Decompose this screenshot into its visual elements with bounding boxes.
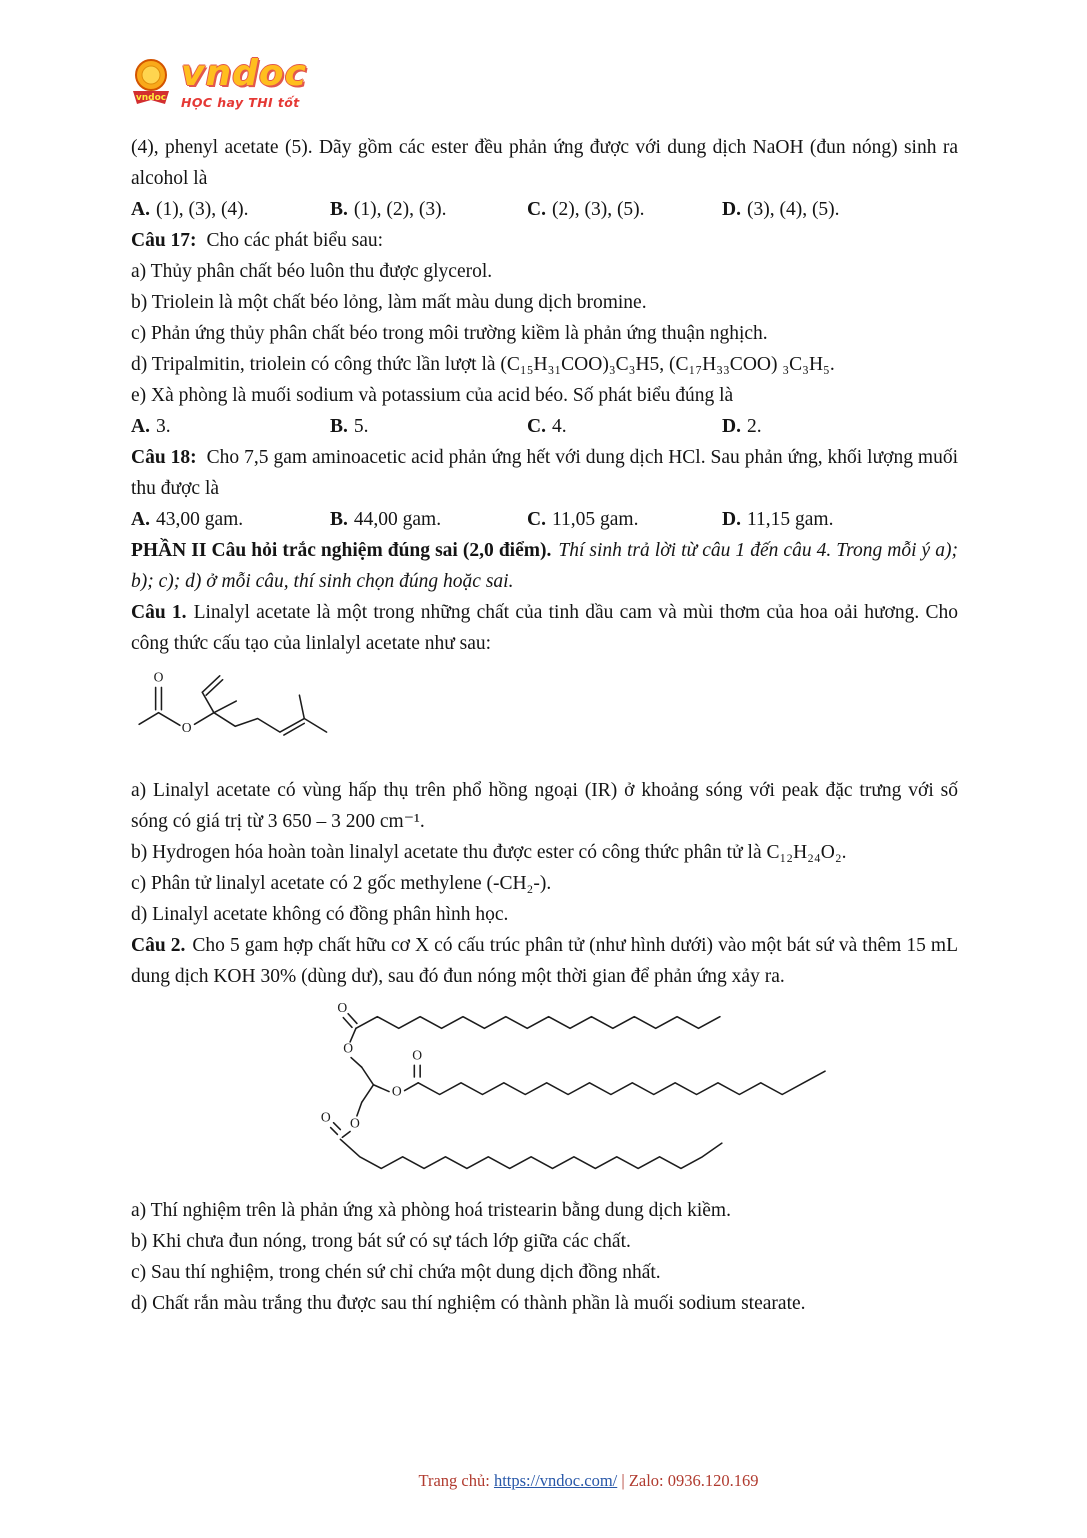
option-a [131, 411, 330, 442]
part2-heading [131, 535, 958, 597]
oxygen-atom-label: O [350, 1115, 360, 1131]
option-b [330, 194, 527, 225]
question-17-stem [131, 225, 958, 256]
option-text: 43,00 gam. [155, 509, 244, 530]
option-label: B. [330, 416, 348, 437]
statement-a: a) Thí nghiệm trên là phản ứng xà phòng hoá tristearin bằng dung dịch kiềm. [131, 1200, 731, 1221]
bond-lines [331, 1014, 825, 1169]
option-text: 11,15 gam. [746, 509, 834, 530]
question-18-stem [131, 442, 958, 504]
question-17-options [131, 411, 958, 442]
cau-1-stem-text: Linalyl acetate là một trong những chất của tinh dầu cam và mùi thơm của hoa oải hương. Cho công thức cấu tạo của linlalyl acetate như sau: [131, 602, 959, 654]
option-b [330, 504, 527, 535]
oxygen-atom-label: O [337, 999, 348, 1015]
option-text: 2. [746, 416, 762, 437]
option-c [527, 504, 722, 535]
statement-a: a) Linalyl acetate có vùng hấp thụ trên phổ hồng ngoại (IR) ở khoảng sóng với peak đặc trưng với số sóng có giá trị từ 3 650 – 3 200 cm⁻¹. [131, 780, 958, 832]
cau-2-stem-text: Cho 5 gam hợp chất hữu cơ X có cấu trúc phân tử (như hình dưới) vào một bát sứ và thêm 15 mL dung dịch KOH 30% (dùng dư), sau đó đun nóng một thời gian để phản ứng xảy ra. [131, 935, 958, 987]
option-label: A. [131, 509, 150, 530]
bond-lines [139, 676, 326, 735]
option-text: 3. [155, 416, 171, 437]
statement-c: c) Phân tử linalyl acetate có 2 gốc methylene (-CH₂-). [131, 873, 552, 894]
cau-1-stem [131, 597, 958, 659]
option-text: 4. [551, 416, 567, 437]
option-label: A. [131, 199, 150, 220]
tristearin-structure [317, 997, 862, 1192]
cau-1-label: Câu 1. [131, 602, 187, 623]
statement-e: e) Xà phòng là muối sodium và potassium của acid béo. Số phát biểu đúng là [131, 385, 734, 406]
option-text: (1), (3), (4). [155, 199, 249, 220]
question-18-stem-text: Cho 7,5 gam aminoacetic acid phản ứng hết với dung dịch HCl. Sau phản ứng, khối lượng muối thu được là [131, 447, 958, 499]
footer-zalo-text: | Zalo: 0936.120.169 [617, 1471, 759, 1490]
oxygen-atom-label: O [153, 669, 164, 685]
statement-a: a) Thủy phân chất béo luôn thu được glycerol. [131, 261, 493, 282]
option-b [330, 411, 527, 442]
part2-heading-italic: Thí sinh trả lời từ câu 1 đến câu 4. Trong mỗi ý a); b); c); d) ở mỗi câu, thí sinh chọn đúng hoặc sai. [131, 540, 958, 592]
option-d [722, 194, 958, 225]
option-c [527, 411, 722, 442]
linalyl-acetate-structure [133, 668, 425, 770]
footer-home-link[interactable]: https://vndoc.com/ [493, 1471, 618, 1490]
oxygen-atom-label: O [412, 1047, 423, 1063]
emblem-brand-text: vndoc [135, 93, 167, 103]
page-footer [0, 1471, 1087, 1491]
statement-b: b) Khi chưa đun nóng, trong bát sứ có sự tách lớp giữa các chất. [131, 1231, 631, 1252]
brand-tagline: HỌC hay THI tốt [181, 95, 300, 110]
option-text: (1), (2), (3). [353, 199, 447, 220]
oxygen-atom-label: O [181, 720, 192, 736]
option-d [722, 504, 958, 535]
question-17-stem-text: Cho các phát biểu sau: [206, 230, 384, 251]
option-label: D. [722, 416, 741, 437]
vndoc-emblem-icon [128, 56, 174, 112]
option-label: C. [527, 509, 546, 530]
option-d [722, 411, 958, 442]
option-label: B. [330, 509, 348, 530]
oxygen-atom-label: O [391, 1083, 402, 1099]
option-c [527, 194, 722, 225]
option-label: B. [330, 199, 348, 220]
brand-wordmark: vndoc [181, 53, 307, 94]
cau-2-label: Câu 2. [131, 935, 186, 956]
question-16-options [131, 194, 958, 225]
question-18-label: Câu 18: [131, 447, 197, 468]
oxygen-atom-label: O [343, 1040, 354, 1056]
footer-home-label: Trang chủ: [418, 1471, 494, 1490]
logo-text [181, 53, 307, 110]
statement-d: d) Chất rắn màu trắng thu được sau thí nghiệm có thành phần là muối sodium stearate. [131, 1293, 806, 1314]
option-text: 44,00 gam. [353, 509, 442, 530]
option-label: C. [527, 199, 546, 220]
option-label: D. [722, 199, 741, 220]
question-16-stem: (4), phenyl acetate (5). Dãy gồm các ester đều phản ứng được với dung dịch NaOH (đun nóng) sinh ra alcohol là [131, 137, 958, 189]
oxygen-atom-label: O [320, 1109, 331, 1125]
option-a [131, 504, 330, 535]
option-a [131, 194, 330, 225]
document-content [131, 132, 958, 1319]
statement-b: b) Hydrogen hóa hoàn toàn linalyl acetate thu được ester có công thức phân tử là C₁₂H₂₄O₂. [131, 842, 847, 863]
option-text: 11,05 gam. [551, 509, 639, 530]
question-17-label: Câu 17: [131, 230, 197, 251]
vndoc-logo [128, 53, 307, 112]
option-label: D. [722, 509, 741, 530]
statement-c: c) Sau thí nghiệm, trong chén sứ chỉ chứa một dung dịch đồng nhất. [131, 1262, 661, 1283]
part2-heading-bold: PHẦN II Câu hỏi trắc nghiệm đúng sai (2,0 điểm). [131, 540, 552, 561]
option-text: (2), (3), (5). [551, 199, 645, 220]
statement-c: c) Phản ứng thủy phân chất béo trong môi trường kiềm là phản ứng thuận nghịch. [131, 323, 768, 344]
statement-d: d) Linalyl acetate không có đồng phân hình học. [131, 904, 509, 925]
question-18-options [131, 504, 958, 535]
option-label: A. [131, 416, 150, 437]
option-text: 5. [353, 416, 369, 437]
cau-2-stem [131, 930, 958, 992]
option-label: C. [527, 416, 546, 437]
statement-d: d) Tripalmitin, triolein có công thức lần lượt là (C₁₅H₃₁COO)₃C₃H5, (C₁₇H₃₃COO) ₃C₃H₅. [131, 354, 835, 375]
statement-b: b) Triolein là một chất béo lỏng, làm mất màu dung dịch bromine. [131, 292, 647, 313]
option-text: (3), (4), (5). [746, 199, 840, 220]
